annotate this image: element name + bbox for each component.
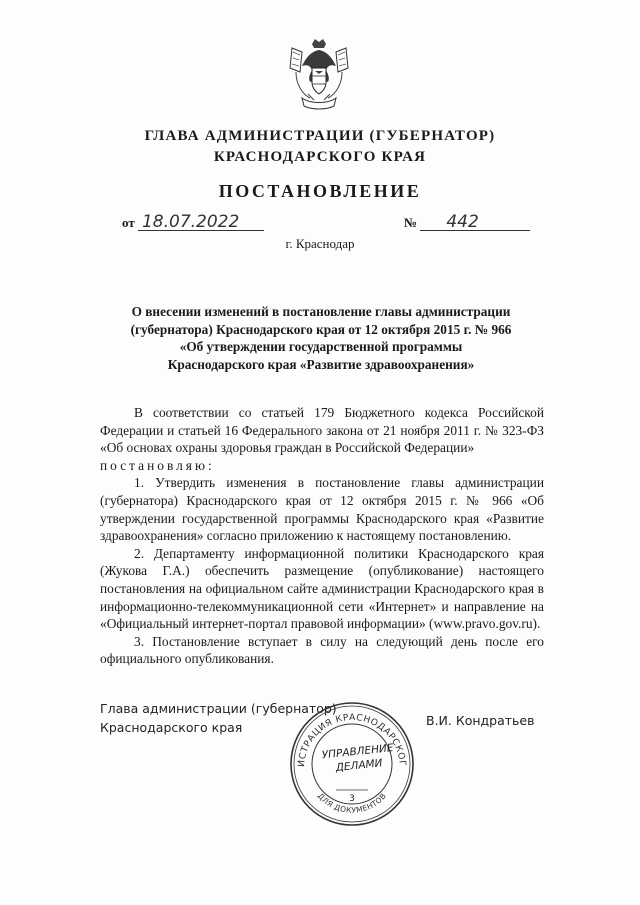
signer-name: В.И. Кондратьев	[426, 713, 535, 728]
intro-paragraph: В соответствии со статьей 179 Бюджетного кодекса Российской Федерации и статьей 16 Федерального закона от 21 ноября 2011 г. № 323-ФЗ «Об основах охраны здоровья граждан в Российской Федерации»	[100, 405, 544, 456]
number-value: 442	[420, 214, 530, 231]
date-field	[122, 214, 264, 231]
official-stamp	[286, 698, 418, 830]
item-3-paragraph: 3. Постановление вступает в силу на следующий день после его официального опубликования.	[100, 633, 544, 667]
stamp-ring-text: ИСТРАЦИЯ КРАСНОДАРСКОГ	[296, 712, 408, 768]
subject-line: Краснодарского края «Развитие здравоохранения»	[167, 356, 475, 372]
stamp-ring-bottom-text: ДЛЯ ДОКУМЕНТОВ	[315, 791, 389, 815]
date-value: 18.07.2022	[138, 214, 264, 231]
signer-title-line1: Глава администрации (губернатор)	[100, 701, 337, 716]
city-label: г. Краснодар	[285, 236, 355, 251]
item-2-paragraph: 2. Департаменту информационной политики Краснодарского края (Жукова Г.А.) обеспечить размещение (опубликование) настоящего постановления на официальном сайте администрации Краснодарского края в информационно-телекоммуникационной сети «Интернет» и направление на «Официальный интернет-портал правовой информации» (www.pravo.gov.ru).	[100, 545, 544, 632]
stamp-number: 3	[349, 794, 355, 804]
document-body	[100, 404, 544, 668]
org-title-line2: КРАСНОДАРСКОГО КРАЯ	[213, 149, 427, 165]
document-type: ПОСТАНОВЛЕНИЕ	[218, 181, 422, 201]
stamp-line1: УПРАВЛЕНИЕ	[321, 741, 395, 762]
subject-line: О внесении изменений в постановление главы администрации	[131, 304, 511, 319]
item-1-paragraph: 1. Утвердить изменения в постановление главы администрации (губернатора) Краснодарского края от 12 октября 2015 г. № 966 «Об утверждении государственной программы Краснодарского края «Развитие здравоохранения» согласно приложению к настоящему постановлению.	[100, 475, 544, 544]
date-prefix: от	[122, 215, 135, 230]
signer-title-line2: Краснодарского края	[100, 720, 243, 735]
number-prefix: №	[404, 215, 418, 230]
coat-of-arms-icon	[288, 38, 350, 114]
org-title-line1: ГЛАВА АДМИНИСТРАЦИИ (ГУБЕРНАТОР)	[144, 128, 496, 144]
number-field	[404, 214, 530, 231]
document-subject	[96, 303, 546, 373]
subject-line: «Об утверждении государственной программы	[179, 339, 463, 354]
subject-line: (губернатора) Краснодарского края от 12 октября 2015 г. № 966	[130, 321, 512, 337]
decree-word: постановляю:	[100, 457, 215, 473]
stamp-line2: ДЕЛАМИ	[335, 757, 384, 775]
